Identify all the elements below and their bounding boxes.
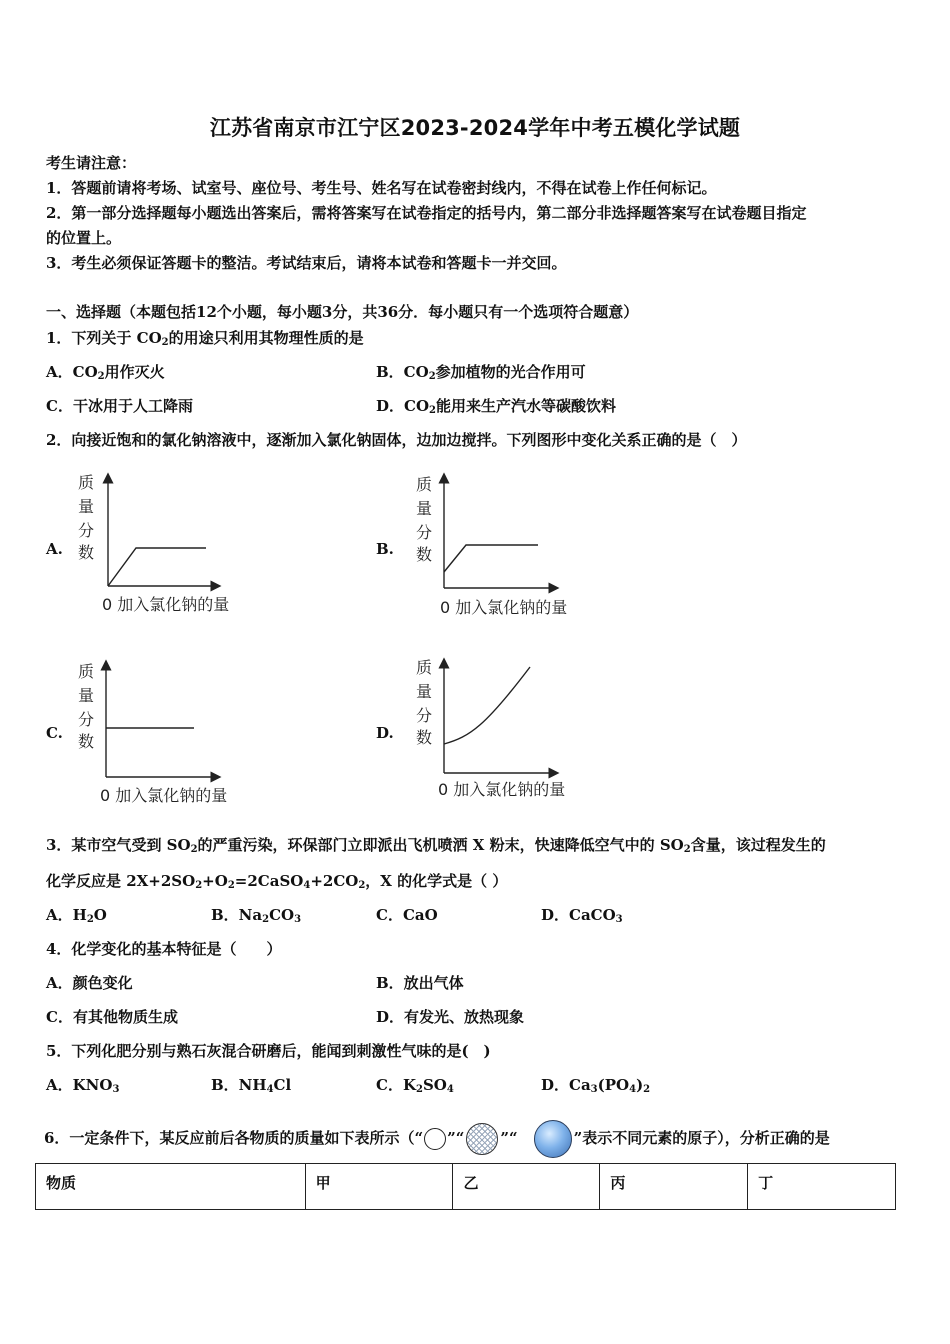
q6-table xyxy=(35,1163,896,1210)
q4-option-c: C．有其他物质生成 xyxy=(46,1008,178,1026)
blue-atom-icon xyxy=(534,1120,572,1158)
table-row xyxy=(36,1164,896,1210)
q4-option-d: D．有发光、放热现象 xyxy=(376,1008,525,1026)
graph-c-ylabel-2: 量 xyxy=(78,686,95,705)
q6-stem: 6．一定条件下，某反应前后各物质的质量如下表所示（“ ”“ ”“ ”表示不同元素的原子），分析正确的是 xyxy=(44,1120,830,1158)
notice-item-2-cont: 的位置上。 xyxy=(46,229,122,247)
section-heading: 一、选择题（本题包括12个小题，每小题3分，共36分．每小题只有一个选项符合题意） xyxy=(46,303,639,321)
q4-option-a: A．颜色变化 xyxy=(46,974,133,992)
q3-stem-line1: 3．某市空气受到 $SO_2$的严重污染，环保部门立即派出飞机喷洒 X 粉末，快速降低空气中的 $SO_2$含量，该过程发生的 xyxy=(46,836,826,855)
graph-a-curve xyxy=(108,548,206,586)
graph-a-ylabel-2: 量 xyxy=(78,497,95,516)
hatched-atom-icon xyxy=(466,1123,498,1155)
graph-d-ylabel-1: 质 xyxy=(416,658,433,677)
q5-option-b: B．$NH_4Cl$ xyxy=(211,1076,292,1095)
notice-heading: 考生请注意： xyxy=(46,154,137,172)
graph-d-ylabel-2: 量 xyxy=(416,682,433,701)
table-header-cell: 物质 xyxy=(36,1164,306,1210)
graph-b-ylabel-2: 量 xyxy=(416,499,433,518)
white-atom-icon xyxy=(424,1128,446,1150)
graph-b-xlabel: 0 加入氯化钠的量 xyxy=(440,598,568,617)
graph-d-ylabel-4: 数 xyxy=(416,728,433,747)
q1-option-b: B．$CO_2$参加植物的光合作用可 xyxy=(376,363,586,382)
q2-label-a: A. xyxy=(46,540,63,558)
q4-stem: 4．化学变化的基本特征是（ ） xyxy=(46,940,282,958)
graph-a-ylabel-3: 分 xyxy=(78,521,95,540)
q3-option-d: D．CaCO$_3$ xyxy=(541,906,623,925)
graph-c-ylabel-1: 质 xyxy=(78,662,95,681)
graph-d-curve xyxy=(444,667,530,744)
graph-b-ylabel-1: 质 xyxy=(416,475,433,494)
q3-option-b: B．$Na_2CO_3$ xyxy=(211,906,302,925)
graph-a xyxy=(70,468,270,624)
q5-option-d: D．$Ca_3(PO_4)_2$ xyxy=(541,1076,651,1095)
graph-b-ylabel-4: 数 xyxy=(416,545,433,564)
table-header-cell: 甲 xyxy=(305,1164,453,1210)
q2-label-c: C. xyxy=(46,724,63,742)
q3-option-a: A．$H_2O$ xyxy=(46,906,107,925)
q5-option-c: C．$K_2SO_4$ xyxy=(376,1076,454,1095)
graph-d-ylabel-3: 分 xyxy=(416,706,433,725)
q1-option-d: D．$CO_2$能用来生产汽水等碳酸饮料 xyxy=(376,397,616,416)
graph-b xyxy=(408,468,608,627)
q5-stem: 5．下列化肥分别与熟石灰混合研磨后，能闻到刺激性气味的是( ) xyxy=(46,1042,491,1060)
q2-stem: 2．向接近饱和的氯化钠溶液中，逐渐加入氯化钠固体，边加边搅拌。下列图形中变化关系正确的是（ ） xyxy=(46,431,747,449)
q1-option-a: A．$CO_2$用作灭火 xyxy=(46,363,165,382)
q1-stem: 1．下列关于 $CO_2$的用途只利用其物理性质的是 xyxy=(46,329,364,348)
q3-option-c: C．CaO xyxy=(376,906,438,924)
q3-stem-line2: 化学反应是 $2X+2SO_2+O_2=2CaSO_4+2CO_2$，X 的化学式是（ ） xyxy=(46,872,508,891)
q2-label-b: B. xyxy=(376,540,394,558)
graph-a-ylabel-4: 数 xyxy=(78,543,95,562)
q5-option-a: A．$KNO_3$ xyxy=(46,1076,120,1095)
graph-c-xlabel: 0 加入氯化钠的量 xyxy=(100,786,228,805)
q1-option-c: C．干冰用于人工降雨 xyxy=(46,397,193,415)
graph-a-xlabel: 0 加入氯化钠的量 xyxy=(102,595,230,614)
q2-label-d: D. xyxy=(376,724,394,742)
graph-d-xlabel: 0 加入氯化钠的量 xyxy=(438,780,566,799)
notice-item-2: 2．第一部分选择题每小题选出答案后，需将答案写在试卷指定的括号内，第二部分非选择题答案写在试卷题目指定 xyxy=(46,204,807,222)
graph-b-ylabel-3: 分 xyxy=(416,523,433,542)
graph-c-ylabel-3: 分 xyxy=(78,710,95,729)
graph-a-ylabel-1: 质 xyxy=(78,473,95,492)
table-header-cell: 丁 xyxy=(748,1164,896,1210)
graph-c xyxy=(70,657,270,813)
table-header-cell: 乙 xyxy=(453,1164,600,1210)
graph-d xyxy=(408,653,608,809)
notice-item-1: 1．答题前请将考场、试室号、座位号、考生号、姓名写在试卷密封线内，不得在试卷上作任何标记。 xyxy=(46,179,717,197)
notice-item-3: 3．考生必须保证答题卡的整洁。考试结束后，请将本试卷和答题卡一并交回。 xyxy=(46,254,567,272)
graph-b-curve xyxy=(444,545,538,572)
graph-c-ylabel-4: 数 xyxy=(78,732,95,751)
page-title: 江苏省南京市江宁区2023-2024学年中考五模化学试题 xyxy=(209,116,741,140)
q4-option-b: B．放出气体 xyxy=(376,974,464,992)
table-header-cell: 丙 xyxy=(600,1164,748,1210)
